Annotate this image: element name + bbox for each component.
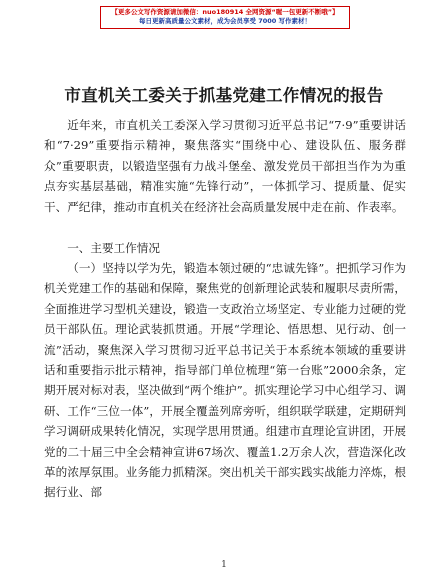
document-title: 市直机关工委关于抓基党建工作情况的报告 (64, 86, 384, 105)
intro-paragraph-block (44, 115, 406, 217)
section-paragraph-block (44, 258, 406, 503)
page-number: 1 (221, 560, 227, 570)
section-paragraph: （一）坚持以学为先，锻造本领过硬的“忠诚先锋”。把抓学习作为机关党建工作的基础和保障，聚焦党的创新理论武装和履职尽责所需，全面推进学习型机关建设，锻造一支政治立场坚定、专业能力过硬的党员干部队伍。理论武装抓贯通。开展“学理论、悟思想、见行动、创一流”活动，聚焦深入学习贯彻习近平总书记关于本系统本领域的重要讲话和重要指示批示精神，指导部门单位梳理“第一台账”2000余条，定期开展对标对表，坚决做到“两个维护”。抓实理论学习中心组学习、调研、工作“三位一体”，开展全覆盖列席旁听，组织联学联建，定期研判学习调研成果转化情况，实现学思用贯通。组建市直理论宣讲团，开展党的二十届三中全会精神宣讲67场次、覆盖1.2万余人次，营造深化改革的浓厚氛围。业务能力抓精深。突出机关干部实践实战能力淬炼，根据行业、部 (44, 261, 406, 500)
promo-banner (100, 6, 350, 29)
promo-line-2: 每日更新高质量公文素材，成为会员享受 7000 写作素材！ (138, 17, 312, 25)
promo-line-1: 【更多公文写作资源请加微信：nuo180914 全网资源“喔一包更新不断哦”】 (111, 8, 339, 16)
section-heading: 一、主要工作情况 (67, 241, 160, 255)
intro-paragraph: 近年来，市直机关工委深入学习贯彻习近平总书记“7·9”重要讲话和“7·29”重要指示精神，聚焦落实“围绕中心、建设队伍、服务群众”重要职责，以锻造坚强有力战斗堡垒、激发党员干部担当作为为重点夯实基层基础，精准实施“先锋行动”，一体抓学习、提质量、促实干、严纪律，推动市直机关在经济社会高质量发展中走在前、作表率。 (44, 118, 406, 214)
